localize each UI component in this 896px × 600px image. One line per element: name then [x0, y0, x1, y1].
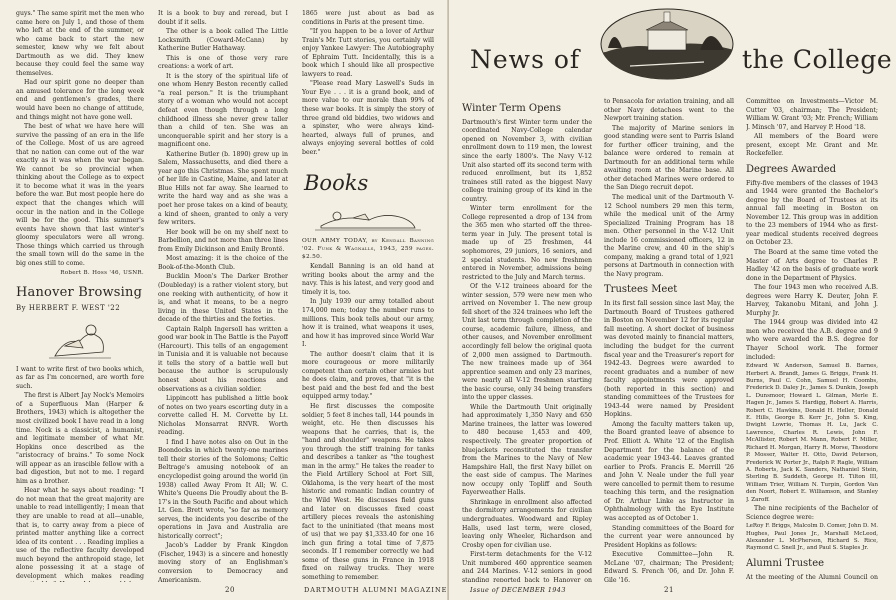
right-col-1 [462, 98, 592, 582]
paragraph: I want to write first of two books which, as far as I'm concerned, are worth fore such. [16, 365, 144, 390]
paragraph: "Please read Mary Laswell's Suds in Your Eye . . . it is a grand book, and of more value to our morale than 99% of these war books. It is simply the story of three grand old biddies, two widows and a spinster, who were always kind-hearted, always full of prunes, and always enjoying several bottles of cold beer." [302, 80, 434, 156]
paragraph: Kendall Banning is an old hand at writing books about the army and the navy. This is his latest, and very good and timely it is, too. [302, 263, 434, 296]
paragraph: At the meeting of the Alumni Council on [746, 573, 878, 581]
subhead-alumni-trustee: Alumni Trustee [746, 557, 825, 569]
paragraph: Her book will be on my shelf next to Barbellion, and not more than three lines from Emily Dickinson and Emily Brontë. [158, 228, 288, 253]
paragraph: While the Dartmouth Unit originally had approximately 1,350 Navy and 650 Marine trainees, the latter was lowered to 480 because 1,453 and 409, respectively. The greater proportion of bluejackets reconstituted the transfer from the Marines to the Navy of New Hampshire Hall, the first Navy billet on the east side of campus. The Marines now occupy only Topliff and South Fayerweather Halls. [462, 403, 592, 497]
paragraph: to Pensacola for aviation training, and all other Navy detachees went to the Newport training station. [604, 98, 734, 123]
magazine-masthead: DARTMOUTH ALUMNI MAGAZINE [304, 586, 448, 594]
paragraph: Lippincott has published a little book of notes on two years escorting duty in a corvette called H. M. Corvette by Lt. Nicholas Monsarrat RNVR. Worth reading. [158, 395, 288, 437]
review-title: OUR ARMY TODAY, by Kendall Banning '02. Funk & Wagnalls, 1943, 259 pages. $2.50. [302, 238, 434, 261]
byline [16, 304, 144, 314]
paragraph: It is the story of the spiritual life of one whom Henry Beston recently called "a real person." It is the triumphant story of a woman who would not accept defeat even though through a long childhood illness she never grew taller than a child of ten. She was an unconquerable spirit and her story is a magnificent one. [158, 72, 288, 149]
paragraph: Winter term enrollment for the College represented a drop of 134 from the 365 men who started off the three-term year in July. The present total is made up of 25 freshmen, 44 sophomores, 29 juniors, 16 seniors, and 2 special students. No new freshmen entered in November, admissions being restricted to the July and March terms. [462, 205, 592, 281]
paragraph: guys." The same spirit met the men who came here on July 1, and those of them who left at the end of the summer, or who came back to start the new semester, knew why we felt about Dartmouth as we did. They knew because they could feel the same way themselves. [16, 10, 144, 77]
article-heading: Hanover Browsing [16, 285, 143, 301]
headline-news-of: News of [470, 45, 581, 74]
paragraph: The author doesn't claim that it is more courageous or more militarily competent than certain other armies but he does claim, and proves, that "it is the best paid and the best fed and the best equipped army today." [302, 350, 434, 401]
paragraph: "If you happen to be a lover of Arthur Train's Mr. Tutt stories, you certainly will enjoy Yankee Lawyer: The Autobiography of Ephraim Tutt. Incidentally, this is a book which I should like all prospective lawyers to read. [302, 28, 434, 78]
left-col-3 [302, 10, 434, 582]
paragraph: Most amazing: it is the choice of the Book-of-the-Month Club. [158, 255, 288, 271]
reading-figure-illustration [45, 318, 115, 362]
page-number-right: 21 [664, 586, 675, 594]
paragraph: The four 1943 men who received A.B. degrees were Harry K. Deuter, John F. Harvey, Takanobu Mitani, and John J. Murphy Jr. [746, 284, 878, 317]
paragraph: Bucklin Moon's The Darker Brother (Doubleday) is a rather violent story, but one reeking with authenticity, of how it is, and what it means, to be a negro living in these United States in the decade of the thirties and the forties. [158, 273, 288, 324]
right-col-3 [746, 98, 878, 582]
paragraph: First-term detachments for the V-12 Unit numbered 460 apprentice seamen and 244 Marines. V-12 seniors in good standing reported back to Hanover on [462, 551, 592, 582]
paragraph: Among the faculty matters taken up, the Board granted leave of absence to Prof. Elliott A. White '12 of the English Department for the balance of the academic year 1943-44. Leaves granted earlier to Profs. Francis E. Merrill '26 and John V. Neale under the full year were cancelled to permit them to resume teaching this term, and the resignation of Dr. Arthur Linke as Instructor in Ophthalmology with the Eye Institute was accepted as of October 1. [604, 420, 734, 522]
paragraph: It is a book to buy and reread, but I doubt if it sells. [158, 10, 288, 26]
paragraph: 1865 were just about as bad as conditions in Paris at the present time. [302, 10, 434, 26]
paragraph: Hear what he says about reading: "I do not mean that the great majority are unable to read intelligently; I mean that they are unable to read at all—unable, that is, to carry away from a piece of printed matter anything like a correct idea of its content . . . Reading implies a use of the reflective faculty developed much beyond the anthropoid stage, let alone possessing it at a stage of development which makes reading [16, 487, 144, 580]
paragraph: In July 1939 our army totalled about 174,000 men; today the number runs to millions. This book tells about our army, how it is trained, what weapons it uses, and how it has improved since World War I. [302, 298, 434, 349]
paragraph: I find I have notes also on Out in the Boondocks in which twenty-one marines tell their stories of the Solomons; Celtic Beltrage's amusing notebook of an encyclopedist going around the world (in 1938) called Away From It All; W. C. White's Queens Die Proudly about the B-17's in the South Pacific and about which Lt. Gen. Brett wrote, "so far as memory serves, the incidents you describe of the operations in Java and Australia are historically correct"; [158, 438, 288, 540]
subhead-degrees-awarded: Degrees Awarded [746, 163, 837, 175]
left-col-2 [158, 10, 288, 582]
paragraph: The other is a book called The Little Locksmith (Coward-McCann) by Katherine Butler Hathaway. [158, 28, 288, 53]
issue-date-footer: Issue of DECEMBER 1943 [470, 586, 566, 594]
paragraph: The majority of Marine seniors in good standing were sent to Parris Island for further officer training, and the balance were ordered to remain at Dartmouth for an additional term while awaiting room at the Marine base. All other detached Marines were ordered to the San Diego recruit depot. [604, 124, 734, 192]
paragraph: The 1944 group was divided into 42 men who received the A.B. degree and 9 who were awarded the B.S. degree for Thayer School work. The former included: [746, 319, 878, 361]
paragraph: In its first fall session since last May, the Dartmouth Board of Trustees gathered in Boston on November 12 for its regular fall meeting. A short docket of business was devoted mainly to financial matters, including the budget for the current fiscal year and the Treasurer's report for 1942-43. Degrees were awarded to recent graduates and a number of new faculty appointments were approved (both reported in this section) and standing committees of the Trustees for 1943-44 were named by President Hopkins. [604, 300, 734, 419]
subhead-trustees-meet: Trustees Meet [604, 284, 678, 296]
paragraph: Jacob's Ladder by Frank Kingdon (Fischer, 1943) is a sincere and honestly moving story of an Englishman's conversion to Democracy and Americanism. [158, 542, 288, 582]
paragraph: This is one of those very rare creations: a work of art. [158, 54, 288, 71]
paragraph: The nine recipients of the Bachelor of Science degree were: [746, 505, 878, 521]
paragraph: Executive Committee—John R. McLane '07, chairman; The President; Edward S. French '06, and Dr. John F. Gile '16. [604, 551, 734, 582]
signature: Robert B. Hoss '46, USNR. [60, 270, 144, 277]
paragraph: Committee on Investments—Victor M. Cutter '03, chairman; The President; William W. Grant '03; Mr. French; William J. Minsch '07, and Harvey P. Hood '18. [746, 98, 878, 131]
paragraph: Shrinkage in enrollment also affected the dormitory arrangements for civilian undergraduates. Woodward and Ripley Halls, used last term, were closed, leaving only Wheeler, Richardson and Crosby open for civilian use. [462, 498, 592, 549]
paragraph: He first discusses the composite soldier, 5 feet 8 inches tall, 144 pounds in weight, etc. He then discusses his weapons that he carries, that is, the "hand and shoulder" weapons. He takes you through the stiff training for tanks and describes a tanker as "the toughest man in the army." He takes the reader to the Field Artillery School at Fort Sill, Oklahoma, is the very heart of the most historic and romantic Indian country of the Wild West. He discusses field guns and later on discusses fixed coast artillery pieces reveals the astonishing fact to the uninitiated (that means most of us) that we pay $1,333.40 for one 16 inch gun firing a total time of 7,875 seconds. If I remember correctly we had some of these guns in France in 1918 fixed on railway trucks. They were something to remember. [302, 402, 434, 581]
headline-the-college: the College [742, 45, 893, 74]
byline-prefix: By [16, 304, 27, 313]
left-col-1 [16, 10, 144, 582]
books-heading: Books [304, 171, 369, 196]
paragraph: Had our spirit gone no deeper than an amused tolerance for the long week end and gentlemen's grades, there would have been no change of attitude, and things might not have gone well. [16, 79, 144, 121]
reclining-reader-illustration [313, 204, 423, 234]
paragraph: Of the V-12 trainees aboard for the winter session, 579 were new men who arrived on November 1. The new group fell short of the 324 trainees who left the Unit last term through completion of the course, academic failure, illness, and other causes, and November enrollment accordingly fell below the original quota of 2,000 men assigned to Dartmouth. The new trainees made up of 364 apprentice seamen and only 23 marines, were nearly all V-12 freshmen starting the basic course, only 34 being transfers into the upper classes. [462, 283, 592, 402]
paragraph: Dartmouth's first Winter term under the coordinated Navy-College calendar opened on November 3, with civilian enrollment down to 119 men, the lowest since the early 1800's. The Navy V-12 Unit also started off its second term with reduced enrollment, but its 1,852 trainees still rated as the biggest Navy college training group of its kind in the country. [462, 118, 592, 203]
byline-author: HERBERT F. WEST '22 [28, 304, 121, 313]
paragraph: Captain Ralph Ingersoll has written a good war book in The Battle is the Payoff (Harcourt). This tells of an engagement in Tunisia and it is valuable not because it tells the story of a battle well but because the author is scrupulously honest about his reactions and observations as a civilian soldier. [158, 325, 288, 393]
subhead-winter-term: Winter Term Opens [462, 103, 561, 114]
paragraph: The best of what we have here will survive the passing of an era in the life of the College. Most of us are agreed that no nation can come out of the war exactly as it was when the war began. We cannot be so provincial when thinking about the College as to expect it to become what it was in the years before the war. But most people here do expect that the changes which will occur in the nation and in the College will be for the good. This summer's events have shown that last winter's gloomy speculators were all wrong. Those things which carried us through the small town will do the same in the big ones still to come. [16, 123, 144, 267]
paragraph: Fifty-five members of the classes of 1943 and 1944 were granted the Bachelor's degree by the Board of Trustees at its annual fall meeting in Boston on November 12. This group was in addition to the 23 members of 1944 who as first-year medical students received degrees on October 23. [746, 179, 878, 247]
paragraph: Katherine Butler (b. 1890) grew up in Salem, Massachusetts, and died there a year ago this Christmas. She spent much of her life in Castine, Maine, and later at Blue Hills not far away. She learned to write the hard way and as she was a poet her prose takes on a kind of beauty, a kind of sheen, granted to only a very few writers. [158, 150, 288, 227]
campus-vignette-illustration [600, 8, 734, 80]
paragraph: The medical unit of the Dartmouth V-12 School numbers 29 men this term, while the medical unit of the Army Specialized Training Program has 18 men. Other personnel in the V-12 Unit include 16 commissioned officers, 12 in the Marine crew, and 40 in the ship's company, making a grand total of 1,921 persons at Dartmouth in connection with the Navy program. [604, 194, 734, 278]
paragraph: Standing committees of the Board for the current year were announced by President Hopkins as follows: [604, 524, 734, 549]
bs-names-list: LeRoy F. Briggs, Malcolm D. Comer, John D. M. Hughes, Paul Jones Jr., Marshall McLeod, Alexander L. McPherson, Richard S. Rice, Raymond C. Snell Jr., and Paul S. Staples Jr. [746, 523, 878, 552]
page-number-left: 20 [225, 586, 236, 594]
graduate-names-list: Edward W. Anderson, Samuel B. Barnes, Herbert A. Brandt, James G. Briggs, Frank H. Burns, Paul C. Cohn, Samuel H. Coombs, Frederick D. Daley Jr., James S. Dunkin, Joseph L. Dunsmoor, Howard L. Gilman, Merle E. Hagen Jr., James S. Hardigg, Robert A. Harris, Robert C. Hawkins, Donald H. Heller, Donald E. Hills, George B. Kerr Jr., John S. King, Dwight Lowrie, Thomas H. Lu, Jack C. Lawrence, Charles R. Lewis, John F. McAllister, Robert M. Mann, Robert F. Miller, Richard H. Morgan, Harry R. Morse, Theodore P. Mosser, Walter H. Otto, David Peterson, Frederick W. Porter Jr., Ralph P. Ragle, William A. Roberts, Jack K. Sanders, Nathaniel Stein, Sterling B. Suddeth, George H. Tilton III, William Trier, William N. Turpin, Gordon Van den Noort, Robert E. Williamson, and Stanley J. Zaroff. [746, 363, 878, 503]
paragraph: The first is Albert Jay Nock's Memoirs of a Superfluous Man (Harper & Brothers, 1943) which is altogether the most civilized book I have read in a long time. Nock is a classicist, a humanist, and legitimate member of what Mr. Hopkins once described as the "aristocracy of brains." To some Nock will appear as an irascible fellow with a bad digestion, but not to me. I regard him as a brother. [16, 392, 144, 485]
paragraph: The Board at the same time voted the Master of Arts degree to Charles P. Hadley '42 on the basis of graduate work done in the Department of Physics. [746, 249, 878, 282]
right-col-2 [604, 98, 734, 582]
paragraph: All members of the Board were present, except Mr. Grant and Mr. Rockefeller. [746, 133, 878, 158]
